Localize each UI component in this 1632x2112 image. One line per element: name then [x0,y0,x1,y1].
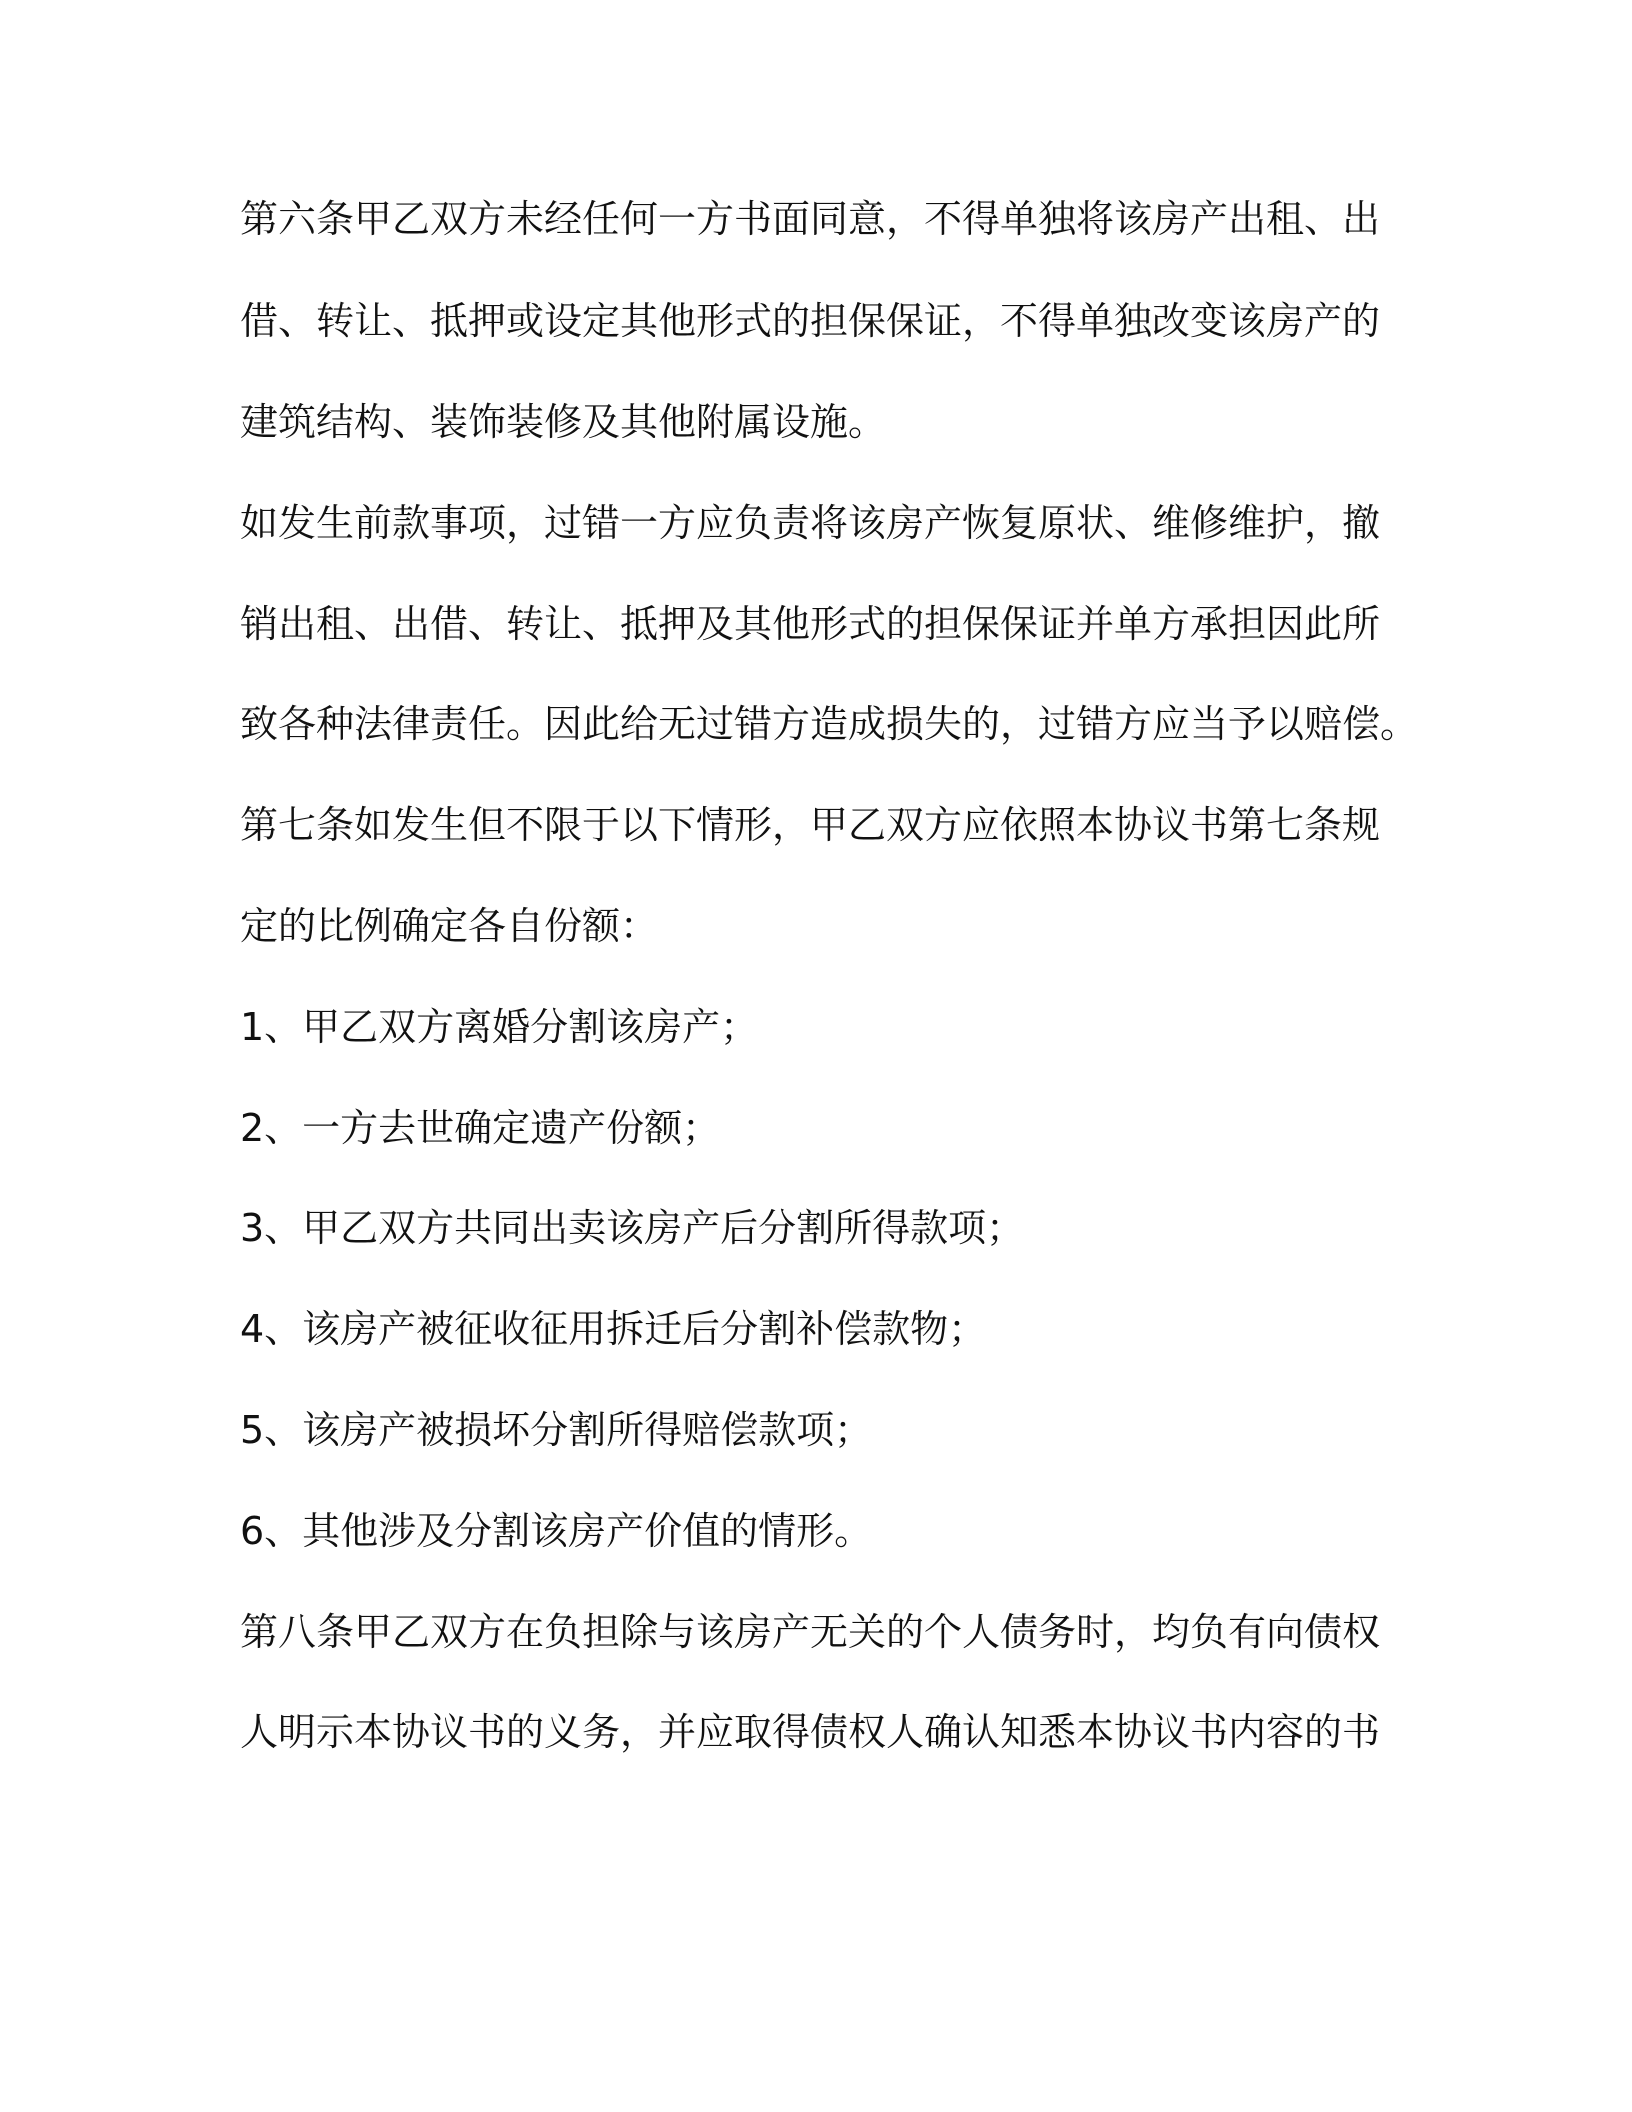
list-item: 2、一方去世确定遗产份额； [240,1106,721,1150]
list-item: 5、该房产被损坏分割所得赔偿款项； [240,1408,873,1452]
text-line: 销出租、出借、转让、抵押及其他形式的担保保证并单方承担因此所 [240,602,1381,646]
list-item: 1、甲乙双方离婚分割该房产； [240,1005,759,1049]
text-line: 第七条如发生但不限于以下情形，甲乙双方应依照本协议书第七条规 [240,803,1381,847]
list-item: 4、该房产被征收征用拆迁后分割补偿款物； [240,1307,987,1351]
text-line: 定的比例确定各自份额： [240,904,659,948]
text-line: 如发生前款事项，过错一方应负责将该房产恢复原状、维修维护，撤 [240,501,1381,545]
text-line: 第八条甲乙双方在负担除与该房产无关的个人债务时，均负有向债权 [240,1610,1381,1654]
text-line: 第六条甲乙双方未经任何一方书面同意，不得单独将该房产出租、出 [240,197,1381,241]
text-line: 建筑结构、装饰装修及其他附属设施。 [240,400,887,444]
text-line: 借、转让、抵押或设定其他形式的担保保证，不得单独改变该房产的 [240,299,1381,343]
list-item: 6、其他涉及分割该房产价值的情形。 [240,1509,873,1553]
text-line: 人明示本协议书的义务，并应取得债权人确认知悉本协议书内容的书 [240,1710,1381,1754]
list-item: 3、甲乙双方共同出卖该房产后分割所得款项； [240,1206,1025,1250]
text-line: 致各种法律责任。因此给无过错方造成损失的，过错方应当予以赔偿。 [240,702,1419,746]
